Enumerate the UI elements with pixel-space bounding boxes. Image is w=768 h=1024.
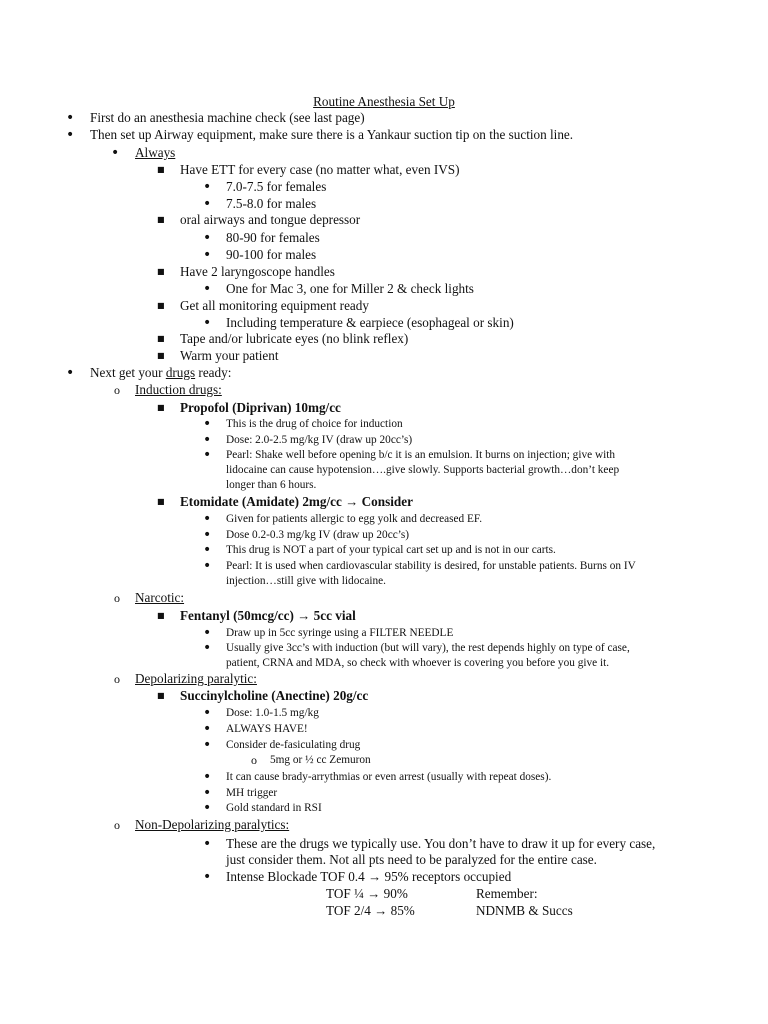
- circle-bullet-icon: o: [251, 753, 257, 767]
- text-line: Always: [135, 145, 176, 160]
- circle-bullet-icon: o: [114, 383, 120, 397]
- bullet-icon: •: [203, 416, 212, 432]
- square-bullet-icon: ■: [157, 267, 165, 276]
- text-line: It can cause brady-arrythmias or even arrest (usually with repeat doses).: [226, 771, 552, 783]
- bullet-icon: •: [203, 625, 212, 641]
- text-line: Intense Blockade TOF 0.4 → 95% receptors occupied: [226, 869, 512, 884]
- text-line: longer than 6 hours.: [226, 479, 317, 491]
- bullet-icon: •: [203, 230, 212, 246]
- text-line: [90, 365, 231, 381]
- bullet-icon: •: [203, 721, 212, 737]
- bullet-icon: •: [66, 127, 75, 143]
- bullet-icon: •: [203, 558, 212, 574]
- square-bullet-icon: ■: [157, 497, 165, 506]
- square-bullet-icon: ■: [157, 403, 165, 412]
- text-line: injection…still give with lidocaine.: [226, 575, 387, 587]
- circle-bullet-icon: o: [114, 591, 120, 605]
- text-line: Pearl: It is used when cardiovascular stability is desired, for unstable patients. Burns on IV: [226, 560, 636, 572]
- text-line: Including temperature & earpiece (esophageal or skin): [226, 315, 514, 330]
- drugs-underlined: drugs: [165, 365, 196, 380]
- text-line: Then set up Airway equipment, make sure there is a Yankaur suction tip on the suction line.: [90, 127, 574, 142]
- square-bullet-icon: ■: [157, 215, 165, 224]
- bullet-icon: •: [203, 511, 212, 527]
- bullet-icon: •: [203, 640, 212, 656]
- text-line: lidocaine can cause hypotension….give slowly. Supports bacterial growth…don’t keep: [226, 464, 620, 476]
- text-line: These are the drugs we typically use. You don’t have to draw it up for every case,: [226, 836, 656, 851]
- section-heading: Depolarizing paralytic:: [135, 671, 257, 686]
- text-segment: ready:: [195, 365, 232, 380]
- bullet-icon: •: [203, 836, 212, 852]
- text-line: Pearl: Shake well before opening b/c it is an emulsion. It burns on injection; give with: [226, 449, 616, 461]
- text-line: Warm your patient: [180, 348, 279, 363]
- section-heading: Narcotic:: [135, 590, 185, 605]
- bullet-icon: •: [203, 542, 212, 558]
- drug-name: Propofol (Diprivan) 10mg/cc: [180, 400, 341, 415]
- text-line: 90-100 for males: [226, 247, 317, 262]
- text-line: MH trigger: [226, 787, 278, 799]
- circle-bullet-icon: o: [114, 818, 120, 832]
- bullet-icon: •: [203, 432, 212, 448]
- square-bullet-icon: ■: [157, 351, 165, 360]
- square-bullet-icon: ■: [157, 611, 165, 620]
- section-heading: Non-Depolarizing paralytics:: [135, 817, 290, 832]
- text-line: ALWAYS HAVE!: [226, 723, 308, 735]
- bullet-icon: •: [111, 145, 120, 161]
- bullet-icon: •: [203, 869, 212, 885]
- bullet-icon: •: [66, 110, 75, 126]
- text-line: Dose 0.2-0.3 mg/kg IV (draw up 20cc’s): [226, 529, 410, 541]
- text-line: Dose: 2.0-2.5 mg/kg IV (draw up 20cc’s): [226, 434, 413, 446]
- document-title: Routine Anesthesia Set Up: [313, 94, 455, 109]
- text-line: Dose: 1.0-1.5 mg/kg: [226, 707, 319, 719]
- text-line: This drug is NOT a part of your typical cart set up and is not in our carts.: [226, 544, 556, 556]
- bullet-icon: •: [203, 315, 212, 331]
- bullet-icon: •: [203, 179, 212, 195]
- text-line: Draw up in 5cc syringe using a FILTER NEEDLE: [226, 627, 454, 639]
- text-line: Have 2 laryngoscope handles: [180, 264, 335, 279]
- text-line: This is the drug of choice for induction: [226, 418, 403, 430]
- text-line: Gold standard in RSI: [226, 802, 322, 814]
- text-line: NDNMB & Succs: [476, 903, 573, 918]
- text-line: 7.0-7.5 for females: [226, 179, 327, 194]
- drug-name: Etomidate (Amidate) 2mg/cc → Consider: [180, 494, 413, 509]
- text-line: patient, CRNA and MDA, so check with whoever is covering you before you give it.: [226, 657, 610, 669]
- drug-name: Fentanyl (50mcg/cc) → 5cc vial: [180, 608, 356, 623]
- text-segment: Next get your: [90, 365, 166, 380]
- bullet-icon: •: [203, 247, 212, 263]
- bullet-icon: •: [203, 196, 212, 212]
- bullet-icon: •: [203, 527, 212, 543]
- text-line: Consider de-fasiculating drug: [226, 739, 361, 751]
- text-line: just consider them. Not all pts need to be paralyzed for the entire case.: [226, 852, 597, 867]
- bullet-icon: •: [203, 737, 212, 753]
- text-line: Get all monitoring equipment ready: [180, 298, 369, 313]
- text-line: 5mg or ½ cc Zemuron: [270, 754, 371, 766]
- text-line: TOF ¼ → 90%: [326, 886, 408, 901]
- bullet-icon: •: [203, 800, 212, 816]
- text-line: Usually give 3cc’s with induction (but will vary), the rest depends highly on type of case,: [226, 642, 630, 654]
- bullet-icon: •: [203, 705, 212, 721]
- text-line: oral airways and tongue depressor: [180, 212, 361, 227]
- text-line: Tape and/or lubricate eyes (no blink reflex): [180, 331, 409, 346]
- text-line: Remember:: [476, 886, 538, 901]
- square-bullet-icon: ■: [157, 165, 165, 174]
- square-bullet-icon: ■: [157, 334, 165, 343]
- bullet-icon: •: [203, 281, 212, 297]
- circle-bullet-icon: o: [114, 672, 120, 686]
- bullet-icon: •: [203, 769, 212, 785]
- text-line: Given for patients allergic to egg yolk and decreased EF.: [226, 513, 483, 525]
- text-line: TOF 2/4 → 85%: [326, 903, 415, 918]
- bullet-icon: •: [66, 365, 75, 381]
- square-bullet-icon: ■: [157, 691, 165, 700]
- text-line: 80-90 for females: [226, 230, 320, 245]
- text-line: First do an anesthesia machine check (see last page): [90, 110, 365, 125]
- bullet-icon: •: [203, 447, 212, 463]
- text-line: Have ETT for every case (no matter what, even IVS): [180, 162, 460, 177]
- text-line: 7.5-8.0 for males: [226, 196, 317, 211]
- drug-name: Succinylcholine (Anectine) 20g/cc: [180, 688, 369, 703]
- square-bullet-icon: ■: [157, 301, 165, 310]
- bullet-icon: •: [203, 785, 212, 801]
- section-heading: Induction drugs:: [135, 382, 222, 397]
- text-line: One for Mac 3, one for Miller 2 & check lights: [226, 281, 474, 296]
